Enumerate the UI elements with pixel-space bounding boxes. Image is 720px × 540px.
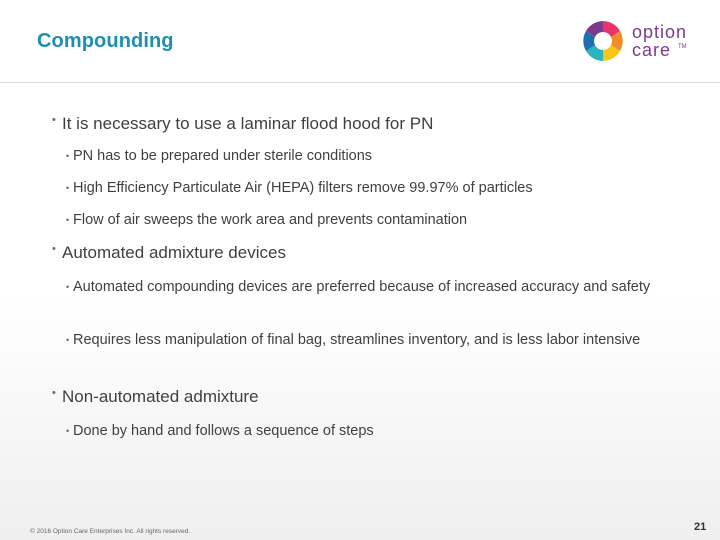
sub-bullet-dot-icon: • — [66, 335, 70, 345]
sub-bullet-text: Done by hand and follows a sequence of steps — [73, 423, 374, 439]
page-number: 21 — [694, 521, 707, 533]
header-divider — [0, 82, 720, 83]
sub-bullet-dot-icon: • — [66, 426, 70, 436]
sub-bullet-text: Requires less manipulation of final bag, streamlines inventory, and is less labor intensive — [73, 332, 641, 348]
bullet-text: Non-automated admixture — [62, 387, 259, 406]
logo-wordmark — [632, 23, 687, 59]
sub-bullet-text: Flow of air sweeps the work area and prevents contamination — [73, 212, 468, 228]
sub-bullet-dot-icon: • — [66, 215, 70, 225]
sub-bullet-dot-icon: • — [66, 151, 70, 161]
logo-trademark: TM — [678, 44, 687, 50]
bullet-text: Automated admixture devices — [62, 243, 286, 262]
sub-bullet-dot-icon: • — [66, 282, 70, 292]
sub-bullet-dot-icon: • — [66, 183, 70, 193]
sub-bullet-text: High Efficiency Particulate Air (HEPA) filters remove 99.97% of particles — [73, 180, 533, 196]
sub-bullet-text: PN has to be prepared under sterile conditions — [73, 148, 373, 164]
copyright-notice: © 2016 Option Care Enterprises Inc. All rights reserved. — [30, 528, 191, 535]
option-care-logo — [580, 18, 692, 68]
sub-bullet-text: Automated compounding devices are preferred because of increased accuracy and safety — [73, 279, 651, 295]
logo-word-care: care — [632, 40, 672, 60]
logo-word-option: option — [632, 22, 688, 42]
bullet-text: It is necessary to use a laminar flood hood for PN — [62, 114, 434, 133]
bullet-dot-icon: • — [52, 114, 56, 126]
bullet-dot-icon: • — [52, 387, 56, 399]
slide-title: Compounding — [37, 30, 174, 52]
logo-swirl-icon — [580, 18, 626, 64]
bullet-dot-icon: • — [52, 243, 56, 255]
